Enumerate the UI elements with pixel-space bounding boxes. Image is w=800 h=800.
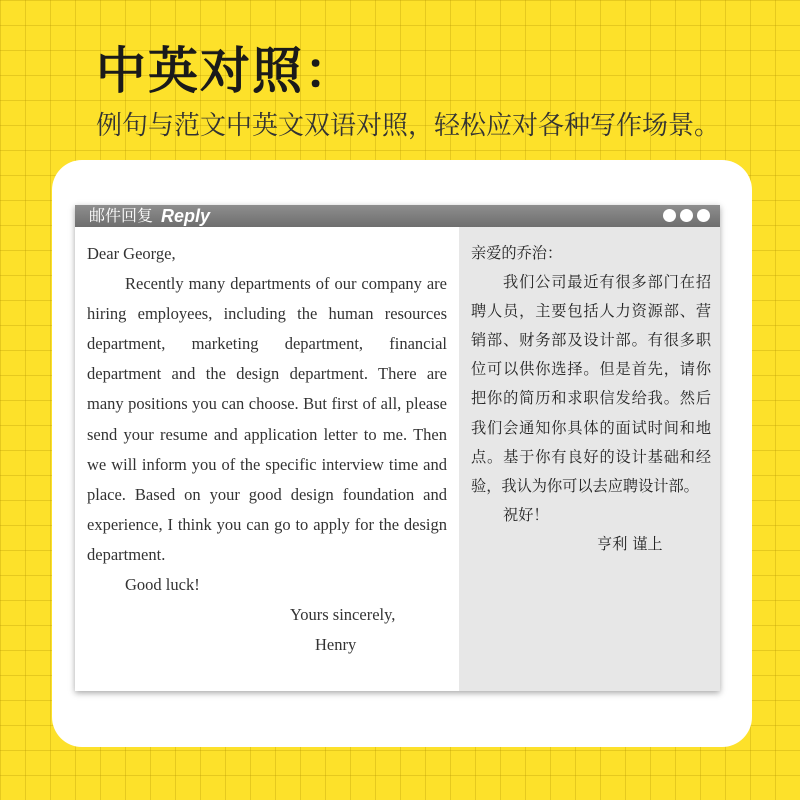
english-letter: [87, 239, 447, 660]
window-title-english: Reply: [161, 206, 211, 226]
chinese-signature: 亨利 谨上: [597, 534, 663, 553]
english-sign-off: Yours sincerely,: [290, 605, 396, 625]
window-dot-icon[interactable]: [680, 209, 693, 222]
english-letter-pane: [75, 227, 459, 691]
english-signature: Henry: [315, 635, 357, 655]
english-body: Recently many departments of our company are hiring employees, including the human resources department, marketing department, financial department and the design department. There are many positions you can choose. But first of all, please send your resume and application letter to me. Then we will inform you of the specific interview time and place. Based on your good design foundation and experience, I think you can go to apply for the design department.: [87, 274, 447, 564]
page-title: 中英对照：: [96, 42, 356, 100]
window-dot-icon[interactable]: [663, 209, 676, 222]
chinese-body: 我们公司最近有很多部门在招聘人员，主要包括人力资源部、营销部、财务部及设计部。有很多职位可以供你选择。但是首先，请你把你的简历和求职信发给我。然后我们会通知你具体的面试时间和地点。基于你有良好的设计基础和经验，我认为你可以去应聘设计部。: [471, 273, 711, 495]
chinese-closing: 祝好！: [503, 505, 549, 524]
chinese-salutation: 亲爱的乔治：: [471, 244, 563, 262]
english-closing: Good luck!: [125, 575, 200, 595]
chinese-letter: [471, 239, 711, 559]
english-salutation: Dear George,: [87, 244, 176, 263]
page-subtitle: 例句与范文中英文双语对照，轻松应对各种写作场景。: [96, 111, 721, 141]
chinese-letter-pane: [459, 227, 720, 691]
window-title-chinese: 邮件回复: [89, 206, 154, 225]
window-title-bar: [75, 205, 720, 227]
window-dot-icon[interactable]: [697, 209, 710, 222]
window-controls: [663, 209, 710, 222]
email-window: [75, 205, 720, 691]
